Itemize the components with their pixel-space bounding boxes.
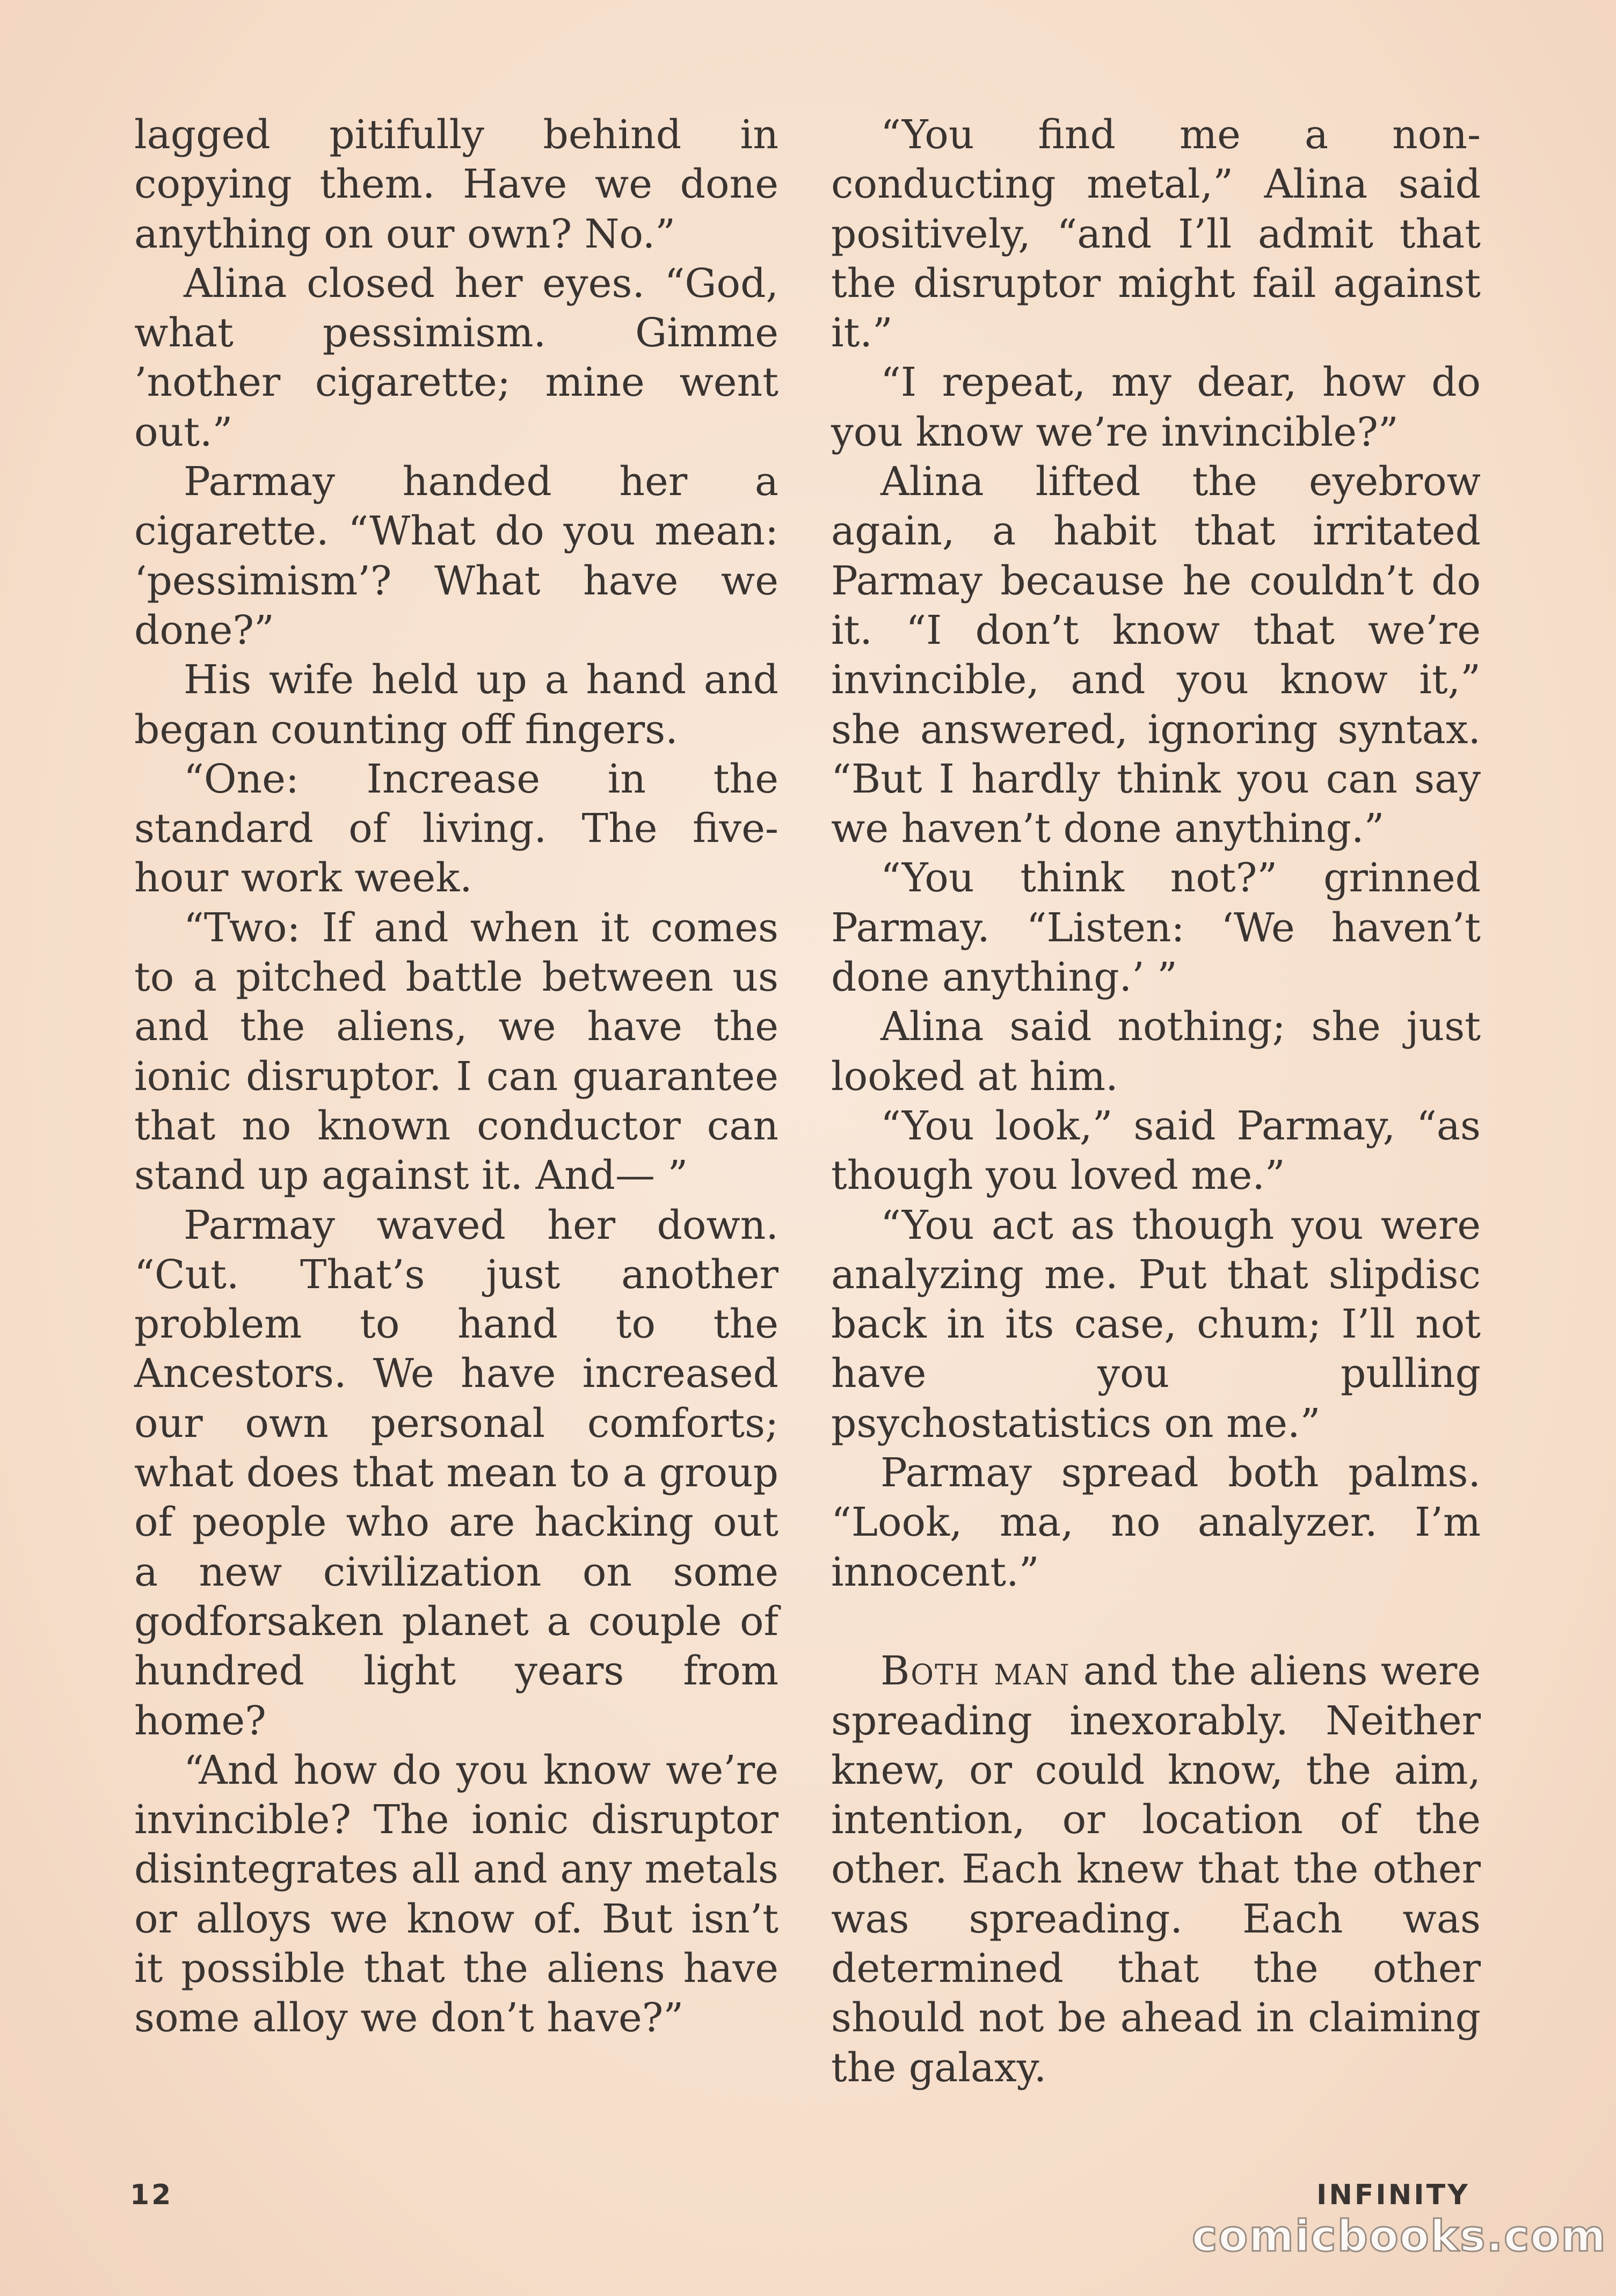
paragraph: Parmay handed her a cigarette. “What do you mean: ‘pessimism’? What have we done?” — [134, 459, 778, 653]
right-column — [831, 110, 1481, 2092]
paragraph: His wife held up a hand and began counting off fingers. — [134, 657, 778, 753]
paragraph: Alina lifted the eyebrow again, a habit that irritated Parmay because he couldn’t do it. “I don’t know that we’re invincible, and you know it,” she answered, ignoring syntax. “But I hardly think you can say we haven’t done anything.” — [831, 459, 1481, 852]
paragraph: “You look,” said Parmay, “as though you loved me.” — [831, 1102, 1481, 1199]
paragraph: Alina said nothing; she just looked at him. — [831, 1004, 1481, 1100]
left-column — [134, 110, 778, 2043]
paragraph: “One: Increase in the standard of living. The five-hour work week. — [134, 755, 778, 902]
watermark: comicbooks.com — [1192, 2211, 1607, 2261]
section-lead-smallcaps: Both man — [880, 1648, 1071, 1695]
paragraph: lagged pitifully behind in copying them. Have we done anything on our own? No.” — [134, 112, 778, 257]
paragraph: Parmay waved her down. “Cut. That’s just another problem to hand to the Ancestors. We have increased our own personal comforts; what does that mean to a group of people who are hacking out a new civilization on some godforsaken planet a couple of hundred light years from home? — [134, 1202, 778, 1744]
paragraph: “You find me a non-conducting metal,” Alina said positively, “and I’ll admit that the disruptor might fail against it.” — [831, 112, 1481, 357]
paragraph: “You think not?” grinned Parmay. “Listen: ‘We haven’t done anything.’ ” — [831, 855, 1481, 1001]
paragraph: “Two: If and when it comes to a pitched battle between us and the aliens, we have the ionic disruptor. I can guarantee that no known conductor can stand up against it. And— ” — [134, 904, 778, 1199]
paragraph: Parmay spread both palms. “Look, ma, no analyzer. I’m innocent.” — [831, 1450, 1481, 1595]
paragraph: “And how do you know we’re invincible? The ionic disruptor disintegrates all and any metals or alloys we know of. But isn’t it possible that the aliens have some alloy we don’t have?” — [134, 1747, 778, 2041]
page-number: 12 — [130, 2179, 173, 2211]
magazine-name: INFINITY — [1316, 2179, 1470, 2211]
section-text: and the aliens were spreading inexorably. Neither knew, or could know, the aim, intention, or location of the other. Each knew that the other was spreading. Each was determined that the other should not be ahead in claiming the galaxy. — [831, 1648, 1481, 2091]
paragraph: “You act as though you were analyzing me. Put that slipdisc back in its case, chum; I’ll not have you pulling psychostatistics on me.” — [831, 1202, 1481, 1447]
paragraph: Alina closed her eyes. “God, what pessimism. Gimme ’nother cigarette; mine went out.” — [134, 260, 778, 455]
paragraph: “I repeat, my dear, how do you know we’re invincible?” — [831, 359, 1481, 455]
section-break-paragraph — [831, 1646, 1481, 2092]
